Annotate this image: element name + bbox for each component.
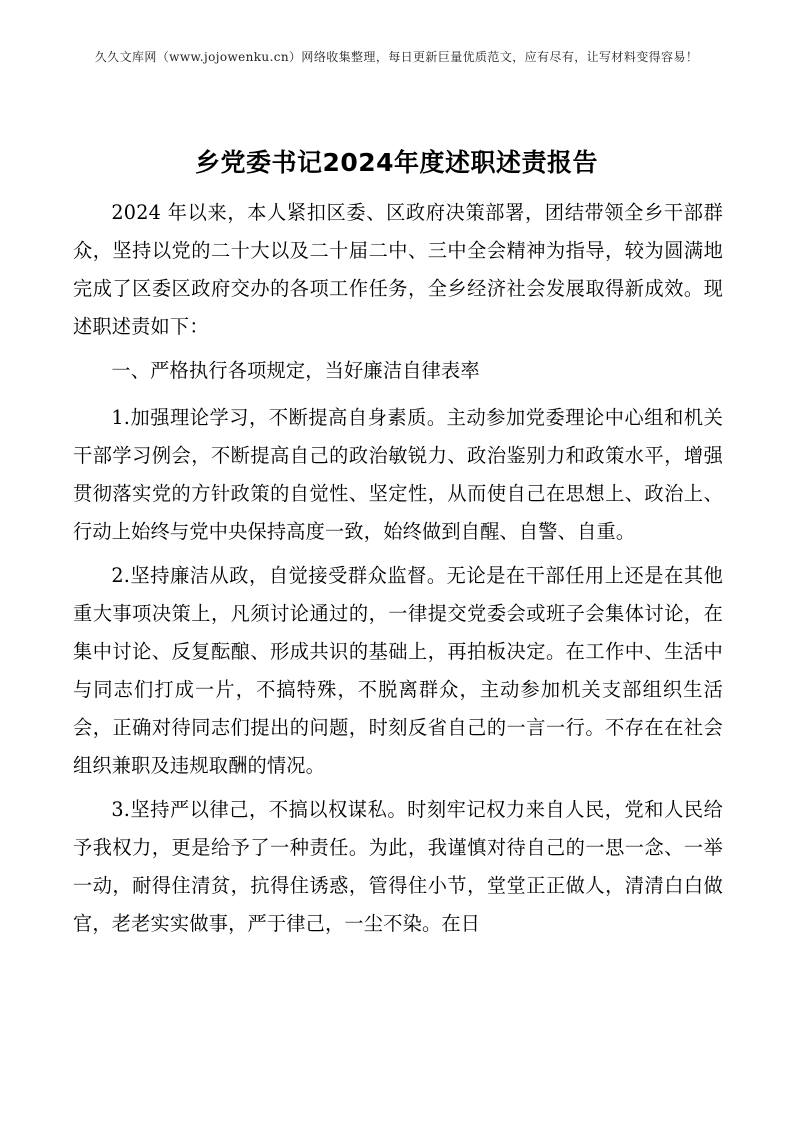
section-heading-1: 一、严格执行各项规定，当好廉洁自律表率: [111, 359, 480, 382]
document-body: [73, 194, 723, 943]
header-note: 久久文库网（www.jojowenku.cn）网络收集整理，每日更新巨量优质范文，应有尽有，让写材料变得容易！: [94, 50, 699, 64]
paragraph-point-1: 1.加强理论学习，不断提高自身素质。主动参加党委理论中心组和机关干部学习例会，不断提高自己的政治敏锐力、政治鉴别力和政策水平，增强贯彻落实党的方针政策的自觉性、坚定性，从而使自己在思想上、政治上、行动上始终与党中央保持高度一致，始终做到自醒、自警、自重。: [73, 406, 723, 543]
document-title: 乡党委书记2024年度述职述责报告: [194, 148, 599, 177]
paragraph-point-2: 2.坚持廉洁从政，自觉接受群众监督。无论是在干部任用上还是在其他重大事项决策上，凡须讨论通过的，一律提交党委会或班子会集体讨论，在集中讨论、反复酝酿、形成共识的基础上，再拍板决定。在工作中、生活中与同志们打成一片，不搞特殊，不脱离群众，主动参加机关支部组织生活会，正确对待同志们提出的问题，时刻反省自己的一言一行。不存在在社会组织兼职及违规取酬的情况。: [73, 564, 723, 777]
paragraph-intro: 2024 年以来，本人紧扣区委、区政府决策部署，团结带领全乡干部群众，坚持以党的二十大以及二十届二中、三中全会精神为指导，较为圆满地完成了区委区政府交办的各项工作任务，全乡经济社会发展取得新成效。现述职述责如下：: [73, 201, 723, 338]
paragraph-point-3: 3.坚持严以律己，不搞以权谋私。时刻牢记权力来自人民，党和人民给予我权力，更是给予了一种责任。为此，我谨慎对待自己的一思一念、一举一动，耐得住清贫，抗得住诱惑，管得住小节，堂堂正正做人，清清白白做官，老老实实做事，严于律己，一尘不染。在日: [73, 798, 723, 935]
